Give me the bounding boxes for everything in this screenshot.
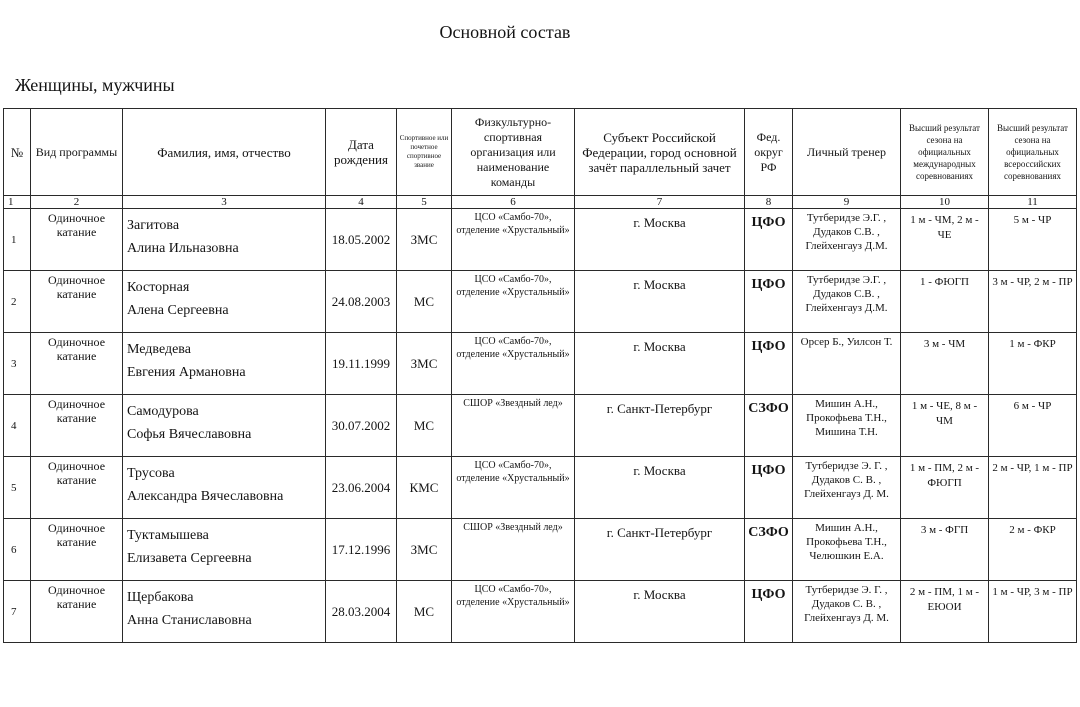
table-row: [4, 333, 1077, 395]
region-cell: г. Москва: [575, 271, 745, 333]
okrug-cell: СЗФО: [745, 395, 793, 457]
row-number: 1: [4, 209, 31, 271]
region-cell: г. Москва: [575, 333, 745, 395]
athlete-surname: Самодурова: [127, 403, 199, 419]
organization-cell: СШОР «Звездный лед»: [452, 519, 575, 581]
organization-cell: ЦСО «Самбо-70», отделение «Хрустальный»: [452, 209, 575, 271]
intl-result-cell: 3 м - ЧМ: [901, 333, 989, 395]
athlete-given-names: Елизавета Сергеевна: [127, 550, 252, 566]
intl-result-cell: 3 м - ФГП: [901, 519, 989, 581]
header-name: Фамилия, имя, отчество: [123, 109, 326, 196]
column-number: 5: [397, 196, 452, 209]
header-intl-result: Высший результат сезона на официальных международных соревнованиях: [901, 109, 989, 196]
column-number: 1: [4, 196, 31, 209]
athlete-given-names: Анна Станиславовна: [127, 612, 252, 628]
athlete-name-cell: [123, 209, 326, 271]
coach-cell: Мишин А.Н., Прокофьева Т.Н., Мишина Т.Н.: [793, 395, 901, 457]
okrug-cell: ЦФО: [745, 271, 793, 333]
header-region: Субъект Российской Федерации, город основной зачёт параллельный зачет: [575, 109, 745, 196]
coach-cell: Тутберидзе Э. Г. , Дудаков С. В. , Глейхенгауз Д. М.: [793, 457, 901, 519]
program-cell: Одиночное катание: [31, 271, 123, 333]
okrug-cell: СЗФО: [745, 519, 793, 581]
table-row: [4, 395, 1077, 457]
rank-cell: МС: [397, 271, 452, 333]
region-cell: г. Санкт-Петербург: [575, 519, 745, 581]
okrug-cell: ЦФО: [745, 581, 793, 643]
column-number: 10: [901, 196, 989, 209]
column-number: 6: [452, 196, 575, 209]
birth-date-cell: 30.07.2002: [326, 395, 397, 457]
birth-date-cell: 17.12.1996: [326, 519, 397, 581]
organization-cell: СШОР «Звездный лед»: [452, 395, 575, 457]
table-row: [4, 457, 1077, 519]
natl-result-cell: 3 м - ЧР, 2 м - ПР: [989, 271, 1077, 333]
program-cell: Одиночное катание: [31, 395, 123, 457]
region-cell: г. Санкт-Петербург: [575, 395, 745, 457]
header-dob: Дата рождения: [326, 109, 397, 196]
column-number: 7: [575, 196, 745, 209]
region-cell: г. Москва: [575, 581, 745, 643]
program-cell: Одиночное катание: [31, 581, 123, 643]
natl-result-cell: 2 м - ФКР: [989, 519, 1077, 581]
birth-date-cell: 23.06.2004: [326, 457, 397, 519]
column-number: 2: [31, 196, 123, 209]
athlete-surname: Медведева: [127, 341, 191, 357]
birth-date-cell: 28.03.2004: [326, 581, 397, 643]
rank-cell: МС: [397, 581, 452, 643]
coach-cell: Тутберидзе Э. Г. , Дудаков С. В. , Глейхенгауз Д. М.: [793, 581, 901, 643]
intl-result-cell: 1 м - ПМ, 2 м - ФЮГП: [901, 457, 989, 519]
organization-cell: ЦСО «Самбо-70», отделение «Хрустальный»: [452, 271, 575, 333]
organization-cell: ЦСО «Самбо-70», отделение «Хрустальный»: [452, 333, 575, 395]
natl-result-cell: 5 м - ЧР: [989, 209, 1077, 271]
rank-cell: КМС: [397, 457, 452, 519]
program-cell: Одиночное катание: [31, 457, 123, 519]
athlete-name-cell: [123, 457, 326, 519]
birth-date-cell: 19.11.1999: [326, 333, 397, 395]
athlete-given-names: Алена Сергеевна: [127, 302, 229, 318]
natl-result-cell: 1 м - ЧР, 3 м - ПР: [989, 581, 1077, 643]
program-cell: Одиночное катание: [31, 519, 123, 581]
okrug-cell: ЦФО: [745, 209, 793, 271]
table-row: [4, 581, 1077, 643]
athlete-name-cell: [123, 333, 326, 395]
header-no: №: [4, 109, 31, 196]
athlete-surname: Туктамышева: [127, 527, 209, 543]
row-number: 2: [4, 271, 31, 333]
row-number: 4: [4, 395, 31, 457]
column-number: 3: [123, 196, 326, 209]
column-number-row: [4, 196, 1077, 209]
athlete-given-names: Алина Ильназовна: [127, 240, 239, 256]
birth-date-cell: 24.08.2003: [326, 271, 397, 333]
header-natl-result: Высший результат сезона на официальных всероссийских соревнованиях: [989, 109, 1077, 196]
rank-cell: ЗМС: [397, 209, 452, 271]
okrug-cell: ЦФО: [745, 457, 793, 519]
table-row: [4, 271, 1077, 333]
athlete-surname: Щербакова: [127, 589, 194, 605]
athlete-given-names: Александра Вячеславовна: [127, 488, 284, 504]
natl-result-cell: 2 м - ЧР, 1 м - ПР: [989, 457, 1077, 519]
column-number: 11: [989, 196, 1077, 209]
natl-result-cell: 6 м - ЧР: [989, 395, 1077, 457]
coach-cell: Тутберидзе Э.Г. , Дудаков С.В. , Глейхенгауз Д.М.: [793, 209, 901, 271]
region-cell: г. Москва: [575, 209, 745, 271]
coach-cell: Тутберидзе Э.Г. , Дудаков С.В. , Глейхенгауз Д.М.: [793, 271, 901, 333]
intl-result-cell: 2 м - ПМ, 1 м - ЕЮОИ: [901, 581, 989, 643]
okrug-cell: ЦФО: [745, 333, 793, 395]
birth-date-cell: 18.05.2002: [326, 209, 397, 271]
athlete-surname: Трусова: [127, 465, 175, 481]
table-row: [4, 209, 1077, 271]
coach-cell: Мишин А.Н., Прокофьева Т.Н., Челюшкин Е.А.: [793, 519, 901, 581]
column-number: 8: [745, 196, 793, 209]
rank-cell: ЗМС: [397, 519, 452, 581]
header-okrug: Фед. округ РФ: [745, 109, 793, 196]
table-row: [4, 519, 1077, 581]
section-heading: Женщины, мужчины: [15, 75, 175, 95]
intl-result-cell: 1 м - ЧЕ, 8 м - ЧМ: [901, 395, 989, 457]
row-number: 5: [4, 457, 31, 519]
page-title: Основной состав: [439, 22, 571, 42]
header-program: Вид программы: [31, 109, 123, 196]
athlete-name-cell: [123, 395, 326, 457]
header-row: [4, 109, 1077, 196]
row-number: 6: [4, 519, 31, 581]
roster-table: [3, 108, 1077, 643]
program-cell: Одиночное катание: [31, 333, 123, 395]
organization-cell: ЦСО «Самбо-70», отделение «Хрустальный»: [452, 581, 575, 643]
athlete-name-cell: [123, 271, 326, 333]
header-coach: Личный тренер: [793, 109, 901, 196]
column-number: 9: [793, 196, 901, 209]
intl-result-cell: 1 м - ЧМ, 2 м - ЧЕ: [901, 209, 989, 271]
athlete-given-names: Евгения Армановна: [127, 364, 246, 380]
coach-cell: Орсер Б., Уилсон Т.: [793, 333, 901, 395]
rank-cell: МС: [397, 395, 452, 457]
header-rank: Спортивное или почетное спортивное звание: [397, 109, 452, 196]
athlete-surname: Загитова: [127, 217, 180, 233]
athlete-given-names: Софья Вячеславовна: [127, 426, 252, 442]
organization-cell: ЦСО «Самбо-70», отделение «Хрустальный»: [452, 457, 575, 519]
athlete-surname: Косторная: [127, 279, 190, 295]
header-org: Физкультурно-спортивная организация или наименование команды: [452, 109, 575, 196]
athlete-name-cell: [123, 519, 326, 581]
natl-result-cell: 1 м - ФКР: [989, 333, 1077, 395]
row-number: 7: [4, 581, 31, 643]
column-number: 4: [326, 196, 397, 209]
region-cell: г. Москва: [575, 457, 745, 519]
intl-result-cell: 1 - ФЮГП: [901, 271, 989, 333]
athlete-name-cell: [123, 581, 326, 643]
rank-cell: ЗМС: [397, 333, 452, 395]
program-cell: Одиночное катание: [31, 209, 123, 271]
row-number: 3: [4, 333, 31, 395]
